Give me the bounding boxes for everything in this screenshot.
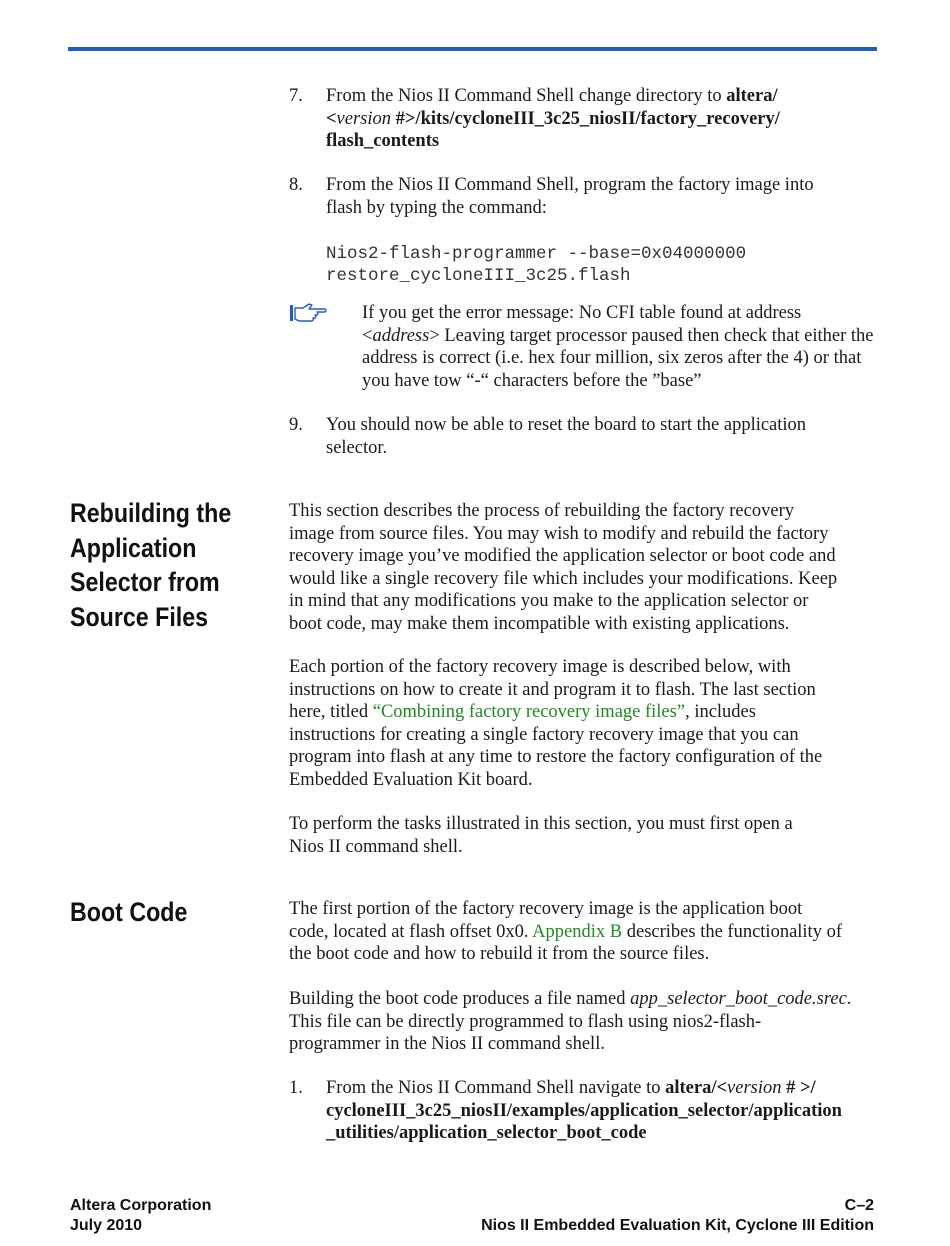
- pointing-hand-icon: [289, 302, 329, 324]
- boot-step-1-text: From the Nios II Command Shell navigate to altera/<version # >/ cycloneIII_3c25_niosII/examples/application_selector/application _utilities/application_selector_boot_code: [326, 1078, 842, 1143]
- flash-command: [326, 243, 746, 287]
- note-text: If you get the error message: No CFI table found at address <address> Leaving target processor paused then check that either the address is correct (i.e. hex four million, six zeros after the 4) or that you have tow “-“ characters before the ”base”: [362, 303, 874, 391]
- footer-right: [481, 1196, 874, 1236]
- step-7-text: From the Nios II Command Shell change directory to altera/ <version #>/kits/cycloneIII_3c25_niosII/factory_recovery/ flash_contents: [326, 86, 780, 151]
- step-9-number: 9.: [289, 415, 303, 435]
- link-combining-files[interactable]: “Combining factory recovery image files”: [372, 702, 686, 722]
- link-appendix-b[interactable]: Appendix B: [532, 921, 623, 942]
- section-heading-boot-code: Boot Code: [70, 897, 188, 927]
- step-9-text: You should now be able to reset the board to start the application selector.: [326, 415, 807, 458]
- footer-page-number: C–2: [844, 1197, 874, 1214]
- command-line-1: Nios2-flash-programmer --base=0x04000000: [326, 244, 747, 264]
- section1-paragraph-1: This section describes the process of rebuilding the factory recovery image from source files. You may wish to modify and rebuild the factory recovery image you’ve modified the application selector or boot code and would like a single recovery file which includes your modifications. Keep in mind that any modifications you make to the application selector or boot code, may make them incompatible with existing applications.: [289, 501, 838, 634]
- section1-paragraph-2: Each portion of the factory recovery image is described below, with instructions on how to create it and program it to flash. The last section here, titled “Combining factory recovery image files”, includes instructions for creating a single factory recovery image that you can program into flash at any time to restore the factory configuration of the Embedded Evaluation Kit board.: [289, 657, 823, 790]
- step-7-number: 7.: [289, 86, 303, 106]
- boot-step-1-number: 1.: [289, 1078, 303, 1098]
- section2-paragraph-1: The first portion of the factory recovery image is the application boot code, located at flash offset 0x0. Appendix B describes the functionality of the boot code and how to rebuild it from the source files.: [289, 899, 842, 964]
- footer-date: July 2010: [70, 1217, 143, 1234]
- footer-doc-title: Nios II Embedded Evaluation Kit, Cyclone III Edition: [481, 1217, 874, 1234]
- step-8-text: From the Nios II Command Shell, program the factory image into flash by typing the command:: [326, 175, 814, 218]
- step-8-number: 8.: [289, 175, 303, 195]
- header-rule: [68, 47, 877, 51]
- section2-paragraph-2: Building the boot code produces a file named app_selector_boot_code.srec. This file can be directly programmed to flash using nios2-flash- programmer in the Nios II command shell.: [289, 989, 852, 1054]
- footer-company: Altera Corporation: [70, 1197, 212, 1214]
- section1-paragraph-3: To perform the tasks illustrated in this section, you must first open a Nios II command shell.: [289, 814, 793, 857]
- command-line-2: restore_cycloneIII_3c25.flash: [326, 266, 631, 286]
- footer-left: [70, 1196, 211, 1236]
- section-heading-rebuilding: Rebuilding the Application Selector from Source Files: [70, 498, 232, 632]
